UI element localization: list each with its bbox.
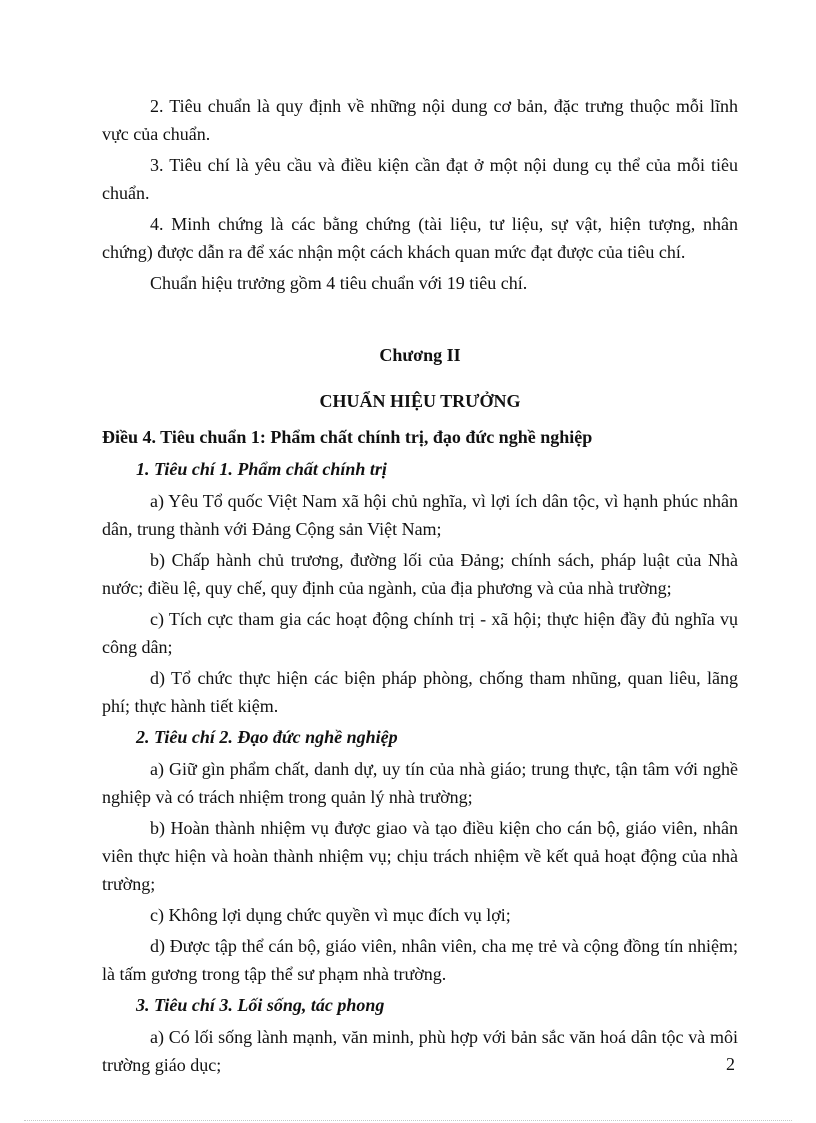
criterion-2-heading: 2. Tiêu chí 2. Đạo đức nghề nghiệp [136, 727, 398, 747]
page-bottom-divider [24, 1120, 792, 1121]
criterion-1-heading: 1. Tiêu chí 1. Phẩm chất chính trị [136, 459, 387, 479]
criterion-2-item-b: b) Hoàn thành nhiệm vụ được giao và tạo điều kiện cho cán bộ, giáo viên, nhân viên thực hiện và hoàn thành nhiệm vụ; chịu trách nhiệm về kết quả hoạt động của nhà trường; [102, 818, 738, 894]
paragraph-minh-chung: 4. Minh chứng là các bằng chứng (tài liệu, tư liệu, sự vật, hiện tượng, nhân chứng) được dẫn ra để xác nhận một cách khách quan mức đạt được của tiêu chí. [102, 214, 738, 262]
criterion-2-item-a: a) Giữ gìn phẩm chất, danh dự, uy tín của nhà giáo; trung thực, tận tâm với nghề nghiệp và có trách nhiệm trong quản lý nhà trường; [102, 759, 738, 807]
criterion-1-item-c: c) Tích cực tham gia các hoạt động chính trị - xã hội; thực hiện đầy đủ nghĩa vụ công dân; [102, 609, 738, 657]
paragraph-tieu-chuan: 2. Tiêu chuẩn là quy định về những nội dung cơ bản, đặc trưng thuộc mỗi lĩnh vực của chuẩn. [102, 96, 738, 144]
criterion-2-item-c: c) Không lợi dụng chức quyền vì mục đích vụ lợi; [150, 905, 511, 925]
chapter-label: Chương II [379, 345, 461, 365]
criterion-3-item-a: a) Có lối sống lành mạnh, văn minh, phù hợp với bản sắc văn hoá dân tộc và môi trường giáo dục; [102, 1027, 738, 1075]
article-heading: Điều 4. Tiêu chuẩn 1: Phẩm chất chính trị, đạo đức nghề nghiệp [102, 427, 593, 447]
paragraph-summary: Chuẩn hiệu trưởng gồm 4 tiêu chuẩn với 19 tiêu chí. [150, 273, 528, 293]
criterion-1-item-a: a) Yêu Tổ quốc Việt Nam xã hội chủ nghĩa, vì lợi ích dân tộc, vì hạnh phúc nhân dân, trung thành với Đảng Cộng sản Việt Nam; [102, 491, 738, 539]
criterion-3-heading: 3. Tiêu chí 3. Lối sống, tác phong [136, 995, 385, 1015]
page-number: 2 [726, 1054, 735, 1074]
criterion-1-item-d: d) Tổ chức thực hiện các biện pháp phòng, chống tham nhũng, quan liêu, lãng phí; thực hành tiết kiệm. [102, 668, 738, 716]
criterion-1-item-b: b) Chấp hành chủ trương, đường lối của Đảng; chính sách, pháp luật của Nhà nước; điều lệ, quy chế, quy định của ngành, của địa phương và của nhà trường; [102, 550, 738, 598]
page-body [102, 92, 738, 1082]
criterion-2-item-d: d) Được tập thể cán bộ, giáo viên, nhân viên, cha mẹ trẻ và cộng đồng tín nhiệm; là tấm gương trong tập thể sư phạm nhà trường. [102, 936, 738, 984]
paragraph-tieu-chi: 3. Tiêu chí là yêu cầu và điều kiện cần đạt ở một nội dung cụ thể của mỗi tiêu chuẩn. [102, 155, 738, 203]
chapter-title: CHUẨN HIỆU TRƯỞNG [319, 391, 521, 411]
